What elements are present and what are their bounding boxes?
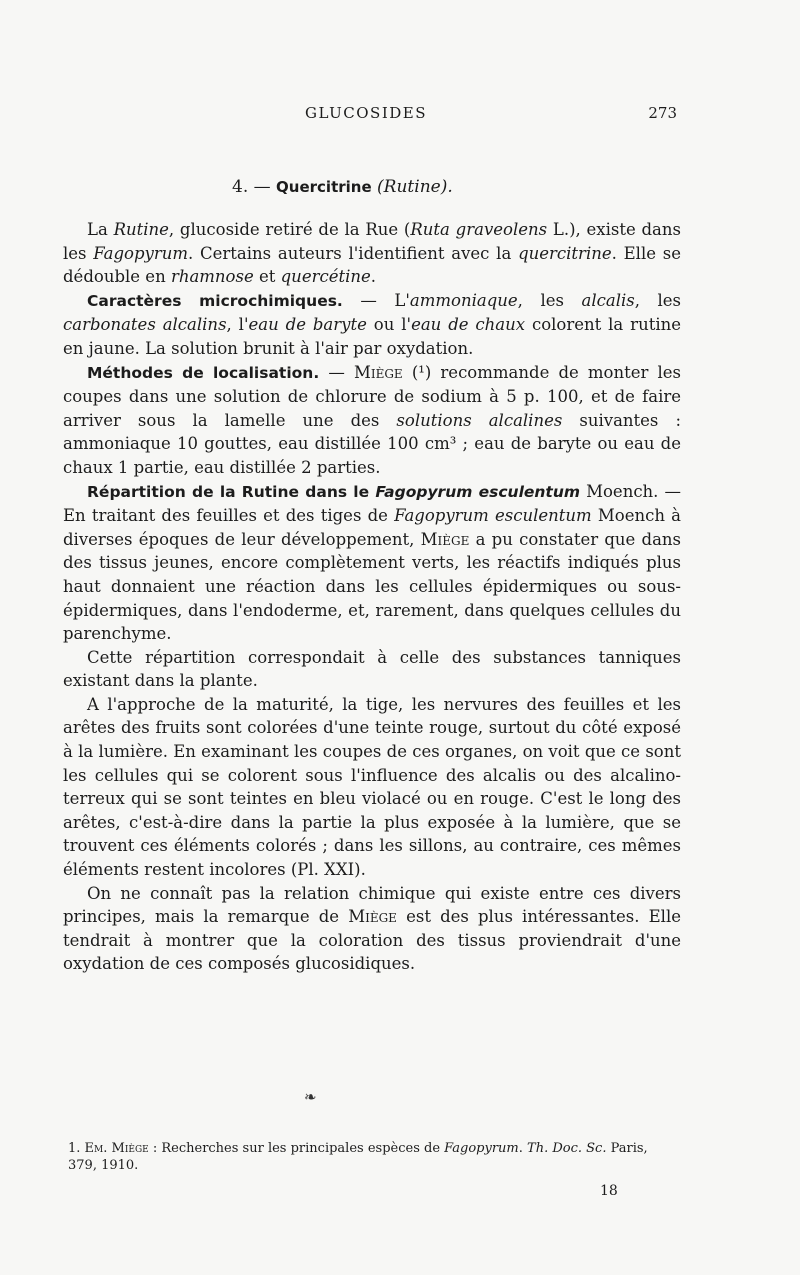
ornament-icon: ❧ bbox=[304, 1088, 317, 1106]
paragraph-4: Répartition de la Rutine dans le Fagopyrum esculentum Moench. — En traitant des feuilles et des tiges de Fagopyrum esculentum Moench à diverses époques de leur développement, Miège a pu constater que dans des tissus jeunes, encore complètement verts, les réactifs indiqués plus haut donnaient une réaction dans les cellules épidermiques ou sous-épidermiques, dans l'endoderme, et, rarement, dans quelques cellules du parenchyme. bbox=[63, 481, 682, 644]
section-title bbox=[232, 177, 453, 197]
subheading-caracteres: Caractères microchimiques. bbox=[87, 291, 343, 310]
section-title-text: Quercitrine bbox=[276, 178, 372, 196]
paragraph-3: Méthodes de localisation. — Miège (¹) recommande de monter les coupes dans une solution de chlorure de sodium à 5 p. 100, et de faire arriver sous la lamelle une des solutions alcalines suivantes : ammoniaque 10 gouttes, eau distillée 100 cm³ ; eau de baryte ou eau de chaux 1 partie, eau distillée 2 parties. bbox=[63, 362, 682, 477]
subheading-repartition: Répartition de la Rutine dans le bbox=[87, 482, 376, 501]
paragraph-6: A l'approche de la maturité, la tige, les nervures des feuilles et les arêtes des fruits sont colorées d'une teinte rouge, surtout du côté exposé à la lumière. En examinant les coupes de ces organes, on voit que ce sont les cellules qui se colorent sous l'influence des alcalis ou des alcalino-terreux qui se sont teintes en bleu violacé ou en rouge. C'est le long des arêtes, c'est-à-dire dans la partie la plus exposée à la lumière, que se trouvent ces éléments colorés ; dans les sillons, au contraire, ces mêmes éléments restent incolores (Pl. XXI). bbox=[63, 694, 681, 880]
page-header bbox=[65, 104, 677, 128]
subheading-methodes: Méthodes de localisation. bbox=[87, 363, 320, 382]
paragraph-2: Caractères microchimiques. — L'ammoniaque, les alcalis, les carbonates alcalins, l'eau de baryte ou l'eau de chaux colorent la rutine en jaune. La solution brunit à l'air par oxydation. bbox=[63, 290, 682, 358]
footnote: 1. Em. Miège : Recherches sur les principales espèces de Fagopyrum. Th. Doc. Sc. Paris, 379, 1910. bbox=[68, 1141, 648, 1173]
section-subtitle: (Rutine). bbox=[377, 177, 453, 197]
body-text bbox=[63, 218, 681, 976]
paragraph-7: On ne connaît pas la relation chimique qui existe entre ces divers principes, mais la remarque de Miège est des plus intéressantes. Elle tendrait à montrer que la coloration des tissus proviendrait d'une oxydation de ces composés glucosidiques. bbox=[63, 883, 682, 974]
paragraph-1: La Rutine, glucoside retiré de la Rue (Ruta graveolens L.), existe dans les Fagopyrum. Certains auteurs l'identifient avec la quercitrine. Elle se dédouble en rhamnose et quercétine. bbox=[63, 220, 681, 287]
paragraph-5: Cette répartition correspondait à celle des substances tanniques existant dans la plante. bbox=[63, 647, 681, 691]
page-number: 273 bbox=[648, 104, 677, 122]
running-title: GLUCOSIDES bbox=[305, 104, 427, 122]
section-number: 4. — bbox=[232, 177, 271, 197]
signature-mark: 18 bbox=[600, 1183, 618, 1199]
